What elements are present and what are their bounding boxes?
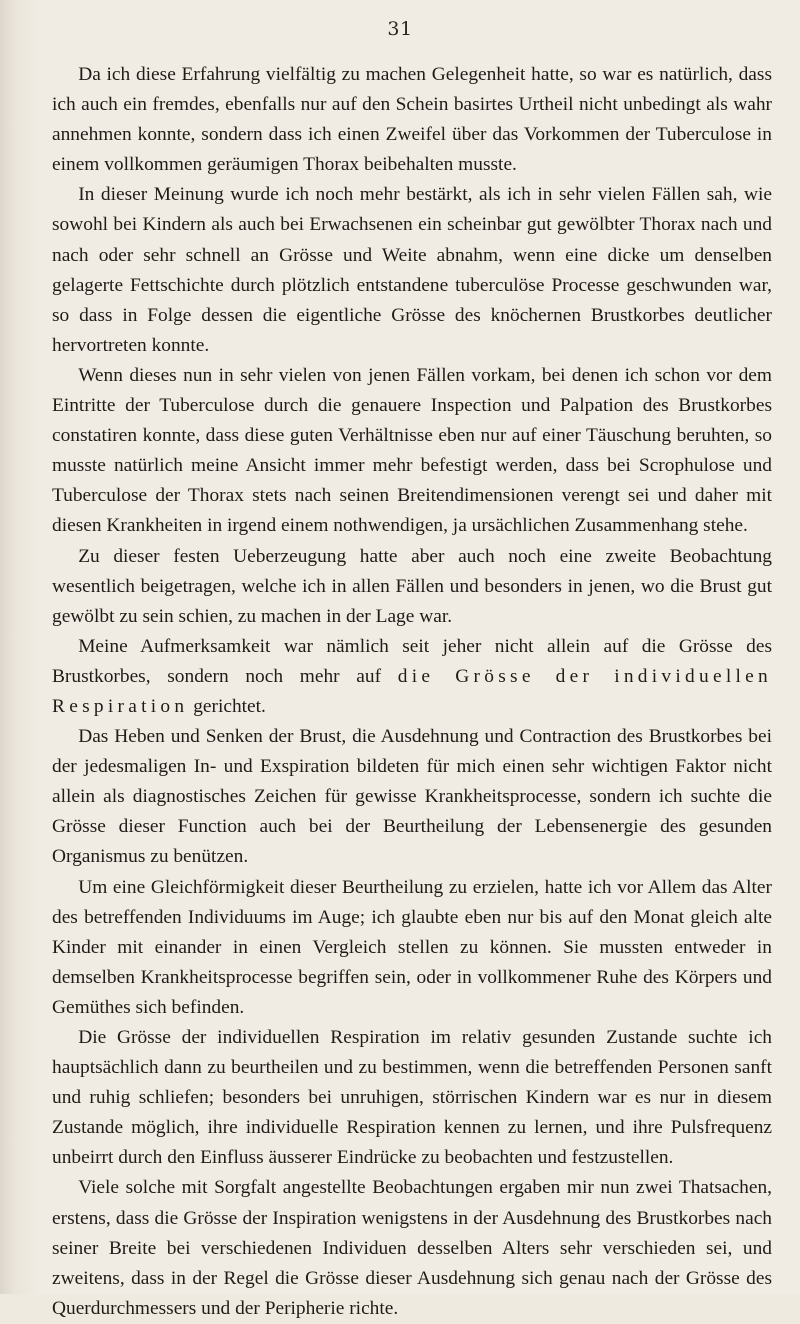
paragraph-3: Wenn dieses nun in sehr vielen von jenen Fällen vorkam, bei denen ich schon vor dem Eintritte der Tuberculose durch die genauere Inspection und Palpation des Brustkorbes constatiren konnte, dass diese guten Verhältnisse eben nur auf einer Täuschung beruhten, so musste natürlich meine Ansicht immer mehr befestigt werden, dass bei Scrophulose und Tuberculose der Thorax stets nach seinen Breitendimensionen verengt sei und daher mit diesen Krankheiten in irgend einem nothwendigen, ja ursächlichen Zusammenhang stehe. xyxy=(52,364,772,537)
paragraph-4: Zu dieser festen Ueberzeugung hatte aber auch noch eine zweite Beobachtung wesentlich beigetragen, welche ich in allen Fällen und besonders in jenen, wo die Brust gut gewölbt zu sein schien, zu machen in der Lage war. xyxy=(52,545,772,627)
paragraph-6: Das Heben und Senken der Brust, die Ausdehnung und Contraction des Brustkorbes bei der jedesmaligen In- und Exspiration bildeten für mich einen sehr wichtigen Faktor nicht allein als diagnostisches Zeichen für gewisse Krankheitsprocesse, sondern ich suchte die Grösse dieser Function auch bei der Beurtheilung der Lebensenergie des gesunden Organismus zu benützen. xyxy=(52,726,772,868)
paragraph-5-emphasis: die Grösse der individuellen Respiration xyxy=(52,665,772,717)
paragraph-8: Die Grösse der individuellen Respiration im relativ gesunden Zustande suchte ich hauptsächlich dann zu beurtheilen und zu bestimmen, wenn die betreffenden Personen sanft und ruhig schliefen; besonders bei unruhigen, störrischen Kindern war es nur in diesem Zustande möglich, ihre individuelle Respiration kennen zu lernen, und ihre Pulsfrequenz unbeirrt durch den Einfluss äusserer Eindrücke zu beobachten und festzustellen. xyxy=(52,1027,772,1169)
paragraph-5 xyxy=(52,632,772,722)
paragraph-1: Da ich diese Erfahrung vielfältig zu machen Gelegenheit hatte, so war es natürlich, dass ich auch ein fremdes, ebenfalls nur auf den Schein basirtes Urtheil nicht unbedingt als wahr annehmen konnte, sondern dass ich einen Zweifel über das Vorkommen der Tuberculose in einem vollkommen geräumigen Thorax beibehalten musste. xyxy=(52,64,772,176)
paragraph-5-before: Meine Aufmerksamkeit war nämlich seit jeher nicht allein auf die Grösse des Brustkorbes, sondern noch mehr auf xyxy=(52,635,772,687)
page-number: 31 xyxy=(387,18,413,40)
paragraph-5-after: gerichtet. xyxy=(188,695,266,717)
paragraph-7: Um eine Gleichförmigkeit dieser Beurtheilung zu erzielen, hatte ich vor Allem das Alter des betreffenden Individuums im Auge; ich glaubte eben nur bis auf den Monat gleich alte Kinder mit einander in einen Vergleich stellen zu können. Sie mussten entweder in demselben Krankheitsprocesse begriffen sein, oder in vollkommener Ruhe des Körpers und Gemüthes sich befinden. xyxy=(52,876,772,1018)
body-text xyxy=(52,60,772,1324)
paragraph-2: In dieser Meinung wurde ich noch mehr bestärkt, als ich in sehr vielen Fällen sah, wie sowohl bei Kindern als auch bei Erwachsenen ein scheinbar gut gewölbter Thorax nach und nach oder sehr schnell an Grösse und Weite abnahm, wenn eine dicke um denselben gelagerte Fettschichte durch plötzlich entstandene tuberculöse Processe geschwunden war, so dass in Folge dessen die eigentliche Grösse des knöchernen Brustkorbes deutlicher hervortreten konnte. xyxy=(52,184,772,356)
paragraph-9: Viele solche mit Sorgfalt angestellte Beobachtungen ergaben mir nun zwei Thatsachen, erstens, dass die Grösse der Inspiration wenigstens in der Ausdehnung des Brustkorbes nach seiner Breite bei verschiedenen Individuen desselben Alters sehr verschieden sei, und zweitens, dass in der Regel die Grösse dieser Ausdehnung sich genau nach der Grösse des Querdurchmessers und der Peripherie richte. xyxy=(52,1177,772,1319)
